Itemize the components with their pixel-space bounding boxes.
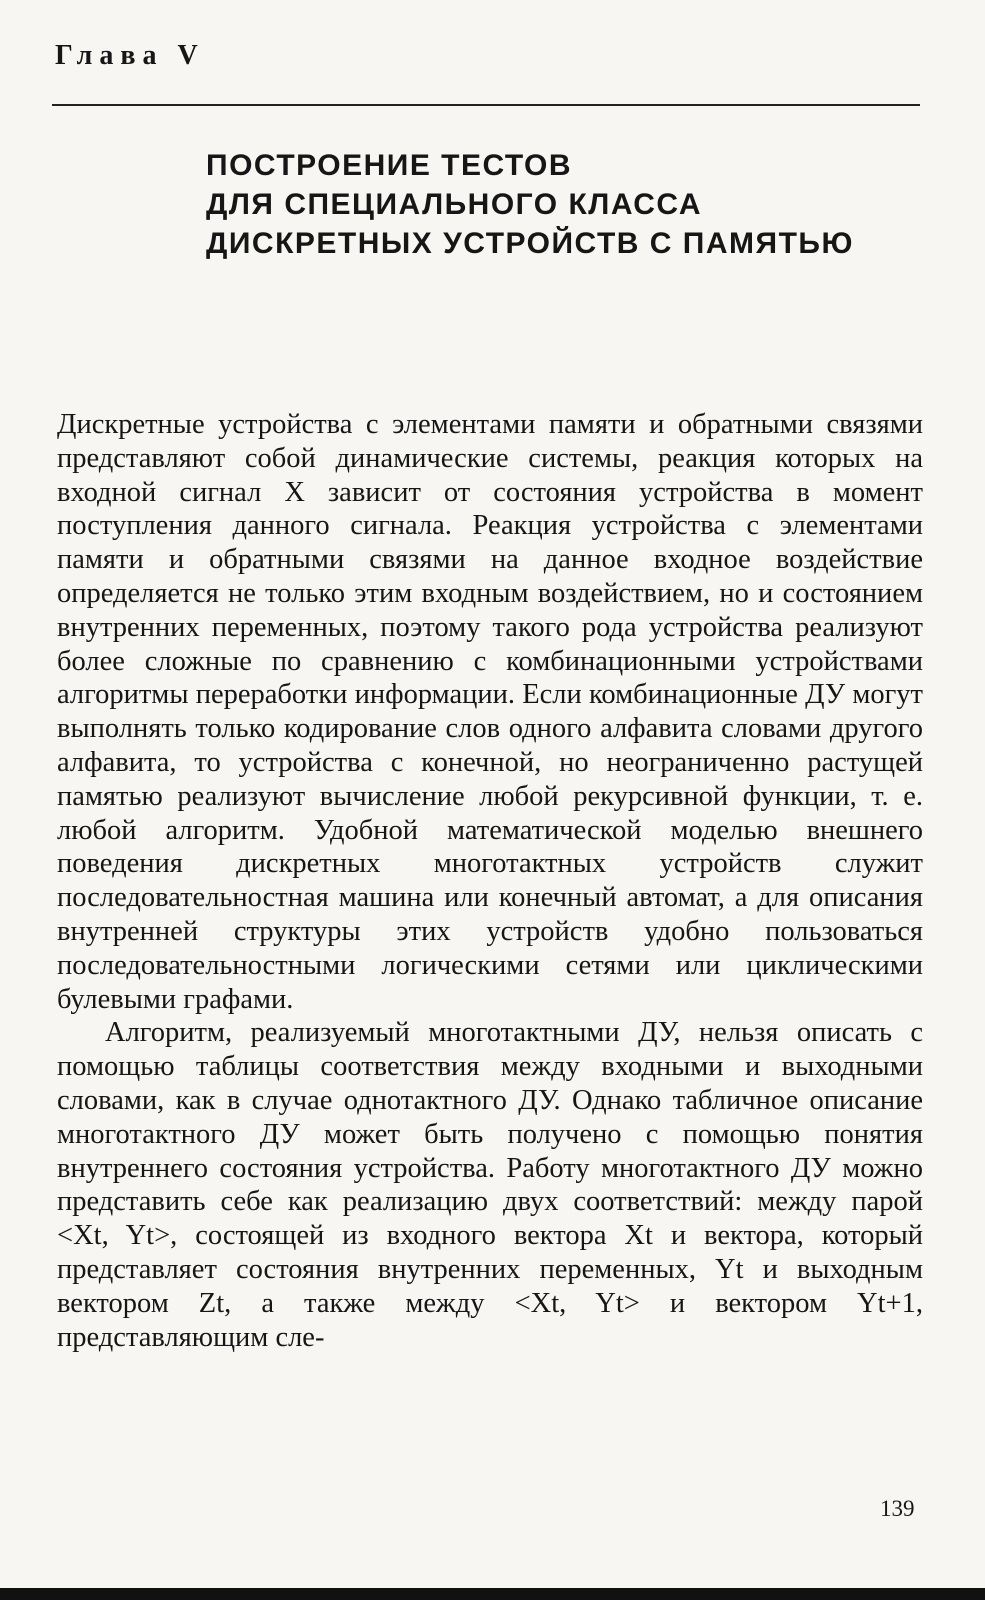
chapter-title-line: ПОСТРОЕНИЕ ТЕСТОВ: [206, 149, 573, 182]
header-rule: [52, 104, 920, 106]
paragraph: Алгоритм, реализуемый многотактными ДУ, нельзя описать с помощью таблицы соответствия между входными и выходными словами, как в случае однотактного ДУ. Однако табличное описание многотактного ДУ может быть получено с помощью понятия внутреннего состояния устройства. Работу многотактного ДУ можно представить себе как реализацию двух соответствий: между парой <Xt, Yt>, состоящей из входного вектора Xt и вектора, который представляет состояния внутренних переменных, Yt и выходным вектором Zt, а также между <Xt, Yt> и вектором Yt+1, представляющим сле-: [57, 1017, 923, 1353]
chapter-title: [206, 146, 854, 263]
scan-edge: [0, 1588, 985, 1600]
body-text: [57, 408, 923, 1354]
chapter-label: Глава V: [55, 40, 205, 71]
paragraph: Дискретные устройства с элементами памяти и обратными связями представляют собой динамические системы, реакция которых на входной сигнал X зависит от состояния устройства в момент поступления данного сигнала. Реакция устройства с элементами памяти и обратными связями на данное входное воздействие определяется не только этим входным воздействием, но и состоянием внутренних переменных, поэтому такого рода устройства реализуют более сложные по сравнению с комбинационными устройствами алгоритмы переработки информации. Если комбинационные ДУ могут выполнять только кодирование слов одного алфавита словами другого алфавита, то устройства с конечной, но неограниченно растущей памятью реализуют вычисление любой рекурсивной функции, т. е. любой алгоритм. Удобной математической моделью внешнего поведения дискретных многотактных устройств служит последовательностная машина или конечный автомат, а для описания внутренней структуры этих устройств удобно пользоваться последовательностными логическими сетями или циклическими булевыми графами.: [57, 409, 923, 1015]
page-number: 139: [880, 1496, 915, 1521]
chapter-title-line: ДЛЯ СПЕЦИАЛЬНОГО КЛАССА: [206, 188, 702, 221]
chapter-title-line: ДИСКРЕТНЫХ УСТРОЙСТВ С ПАМЯТЬЮ: [206, 227, 854, 260]
